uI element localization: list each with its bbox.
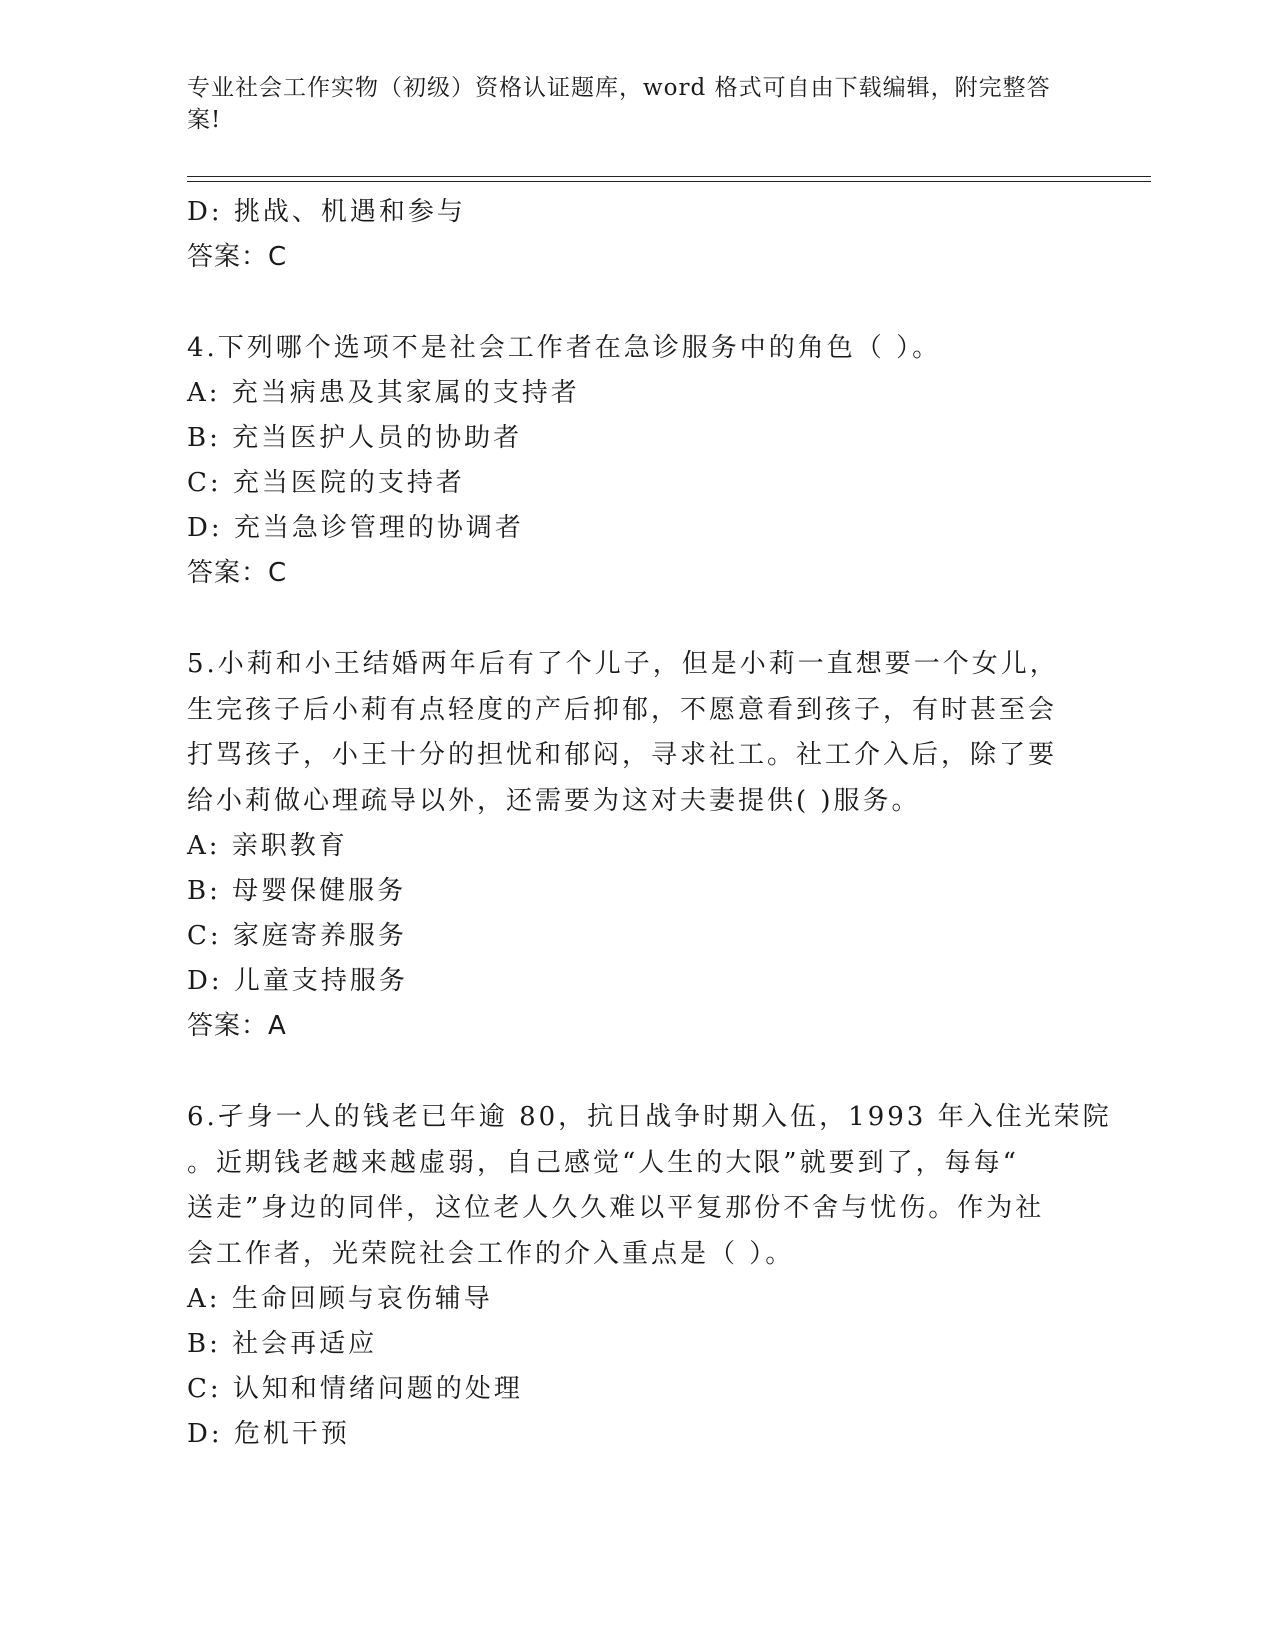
q5-question-line: 5.小莉和小王结婚两年后有了个儿子，但是小莉一直想要一个女儿，	[187, 649, 1059, 679]
q6-question-line: 6.孑身一人的钱老已年逾 80，抗日战争时期入伍，1993 年入住光荣院	[187, 1102, 1112, 1132]
document-header	[187, 72, 1067, 136]
spacer	[187, 280, 1067, 326]
q5-question-line: 打骂孩子，小王十分的担忧和郁闷，寻求社工。社工介入后，除了要	[187, 740, 1058, 770]
q6-question-line: 会工作者，光荣院社会工作的介入重点是（ ）。	[187, 1238, 795, 1269]
q6-option-a: A: 生命回顾与哀伤辅导	[187, 1284, 493, 1314]
spacer	[187, 596, 1067, 642]
q6-option-d: D: 危机干预	[187, 1419, 350, 1449]
q4-option-d: D: 充当急诊管理的协调者	[187, 513, 524, 543]
header-line-1: 专业社会工作实物（初级）资格认证题库，word 格式可自由下载编辑，附完整答	[187, 75, 1051, 101]
q5-option-c: C: 家庭寄养服务	[187, 921, 407, 951]
q3-option-d: D: 挑战、机遇和参与	[187, 197, 466, 227]
q5-question	[187, 642, 1067, 824]
q4-option-b: B: 充当医护人员的协助者	[187, 423, 523, 453]
q5-option-b: B: 母婴保健服务	[187, 876, 407, 906]
document-body	[187, 190, 1112, 1457]
q4-option-a: A: 充当病患及其家属的支持者	[187, 378, 580, 408]
q6-option-b: B: 社会再适应	[187, 1329, 378, 1359]
header-line-2: 案!	[187, 107, 222, 133]
header-divider-bottom	[187, 181, 1151, 182]
q6-question-line: 。近期钱老越来越虚弱，自己感觉“人生的大限”就要到了，每每“	[187, 1147, 1019, 1178]
q5-option-d: D: 儿童支持服务	[187, 966, 408, 996]
header-divider-top	[187, 176, 1151, 177]
q5-question-line: 生完孩子后小莉有点轻度的产后抑郁，不愿意看到孩子，有时甚至会	[187, 694, 1058, 725]
q4-question: 4.下列哪个选项不是社会工作者在急诊服务中的角色（ ）。	[187, 333, 942, 363]
q3-answer: 答案：C	[187, 242, 288, 272]
q6-question	[187, 1095, 1112, 1277]
q5-answer: 答案：A	[187, 1011, 287, 1041]
q6-option-c: C: 认知和情绪问题的处理	[187, 1374, 523, 1404]
q4-answer: 答案：C	[187, 558, 288, 588]
q5-option-a: A: 亲职教育	[187, 831, 348, 861]
q4-option-c: C: 充当医院的支持者	[187, 468, 465, 498]
q6-question-line: 送走”身边的同伴，这位老人久久难以平复那份不舍与忧伤。作为社	[187, 1193, 1045, 1223]
spacer	[187, 1049, 1067, 1095]
q5-question-line: 给小莉做心理疏导以外，还需要为这对夫妻提供( )服务。	[187, 785, 921, 816]
